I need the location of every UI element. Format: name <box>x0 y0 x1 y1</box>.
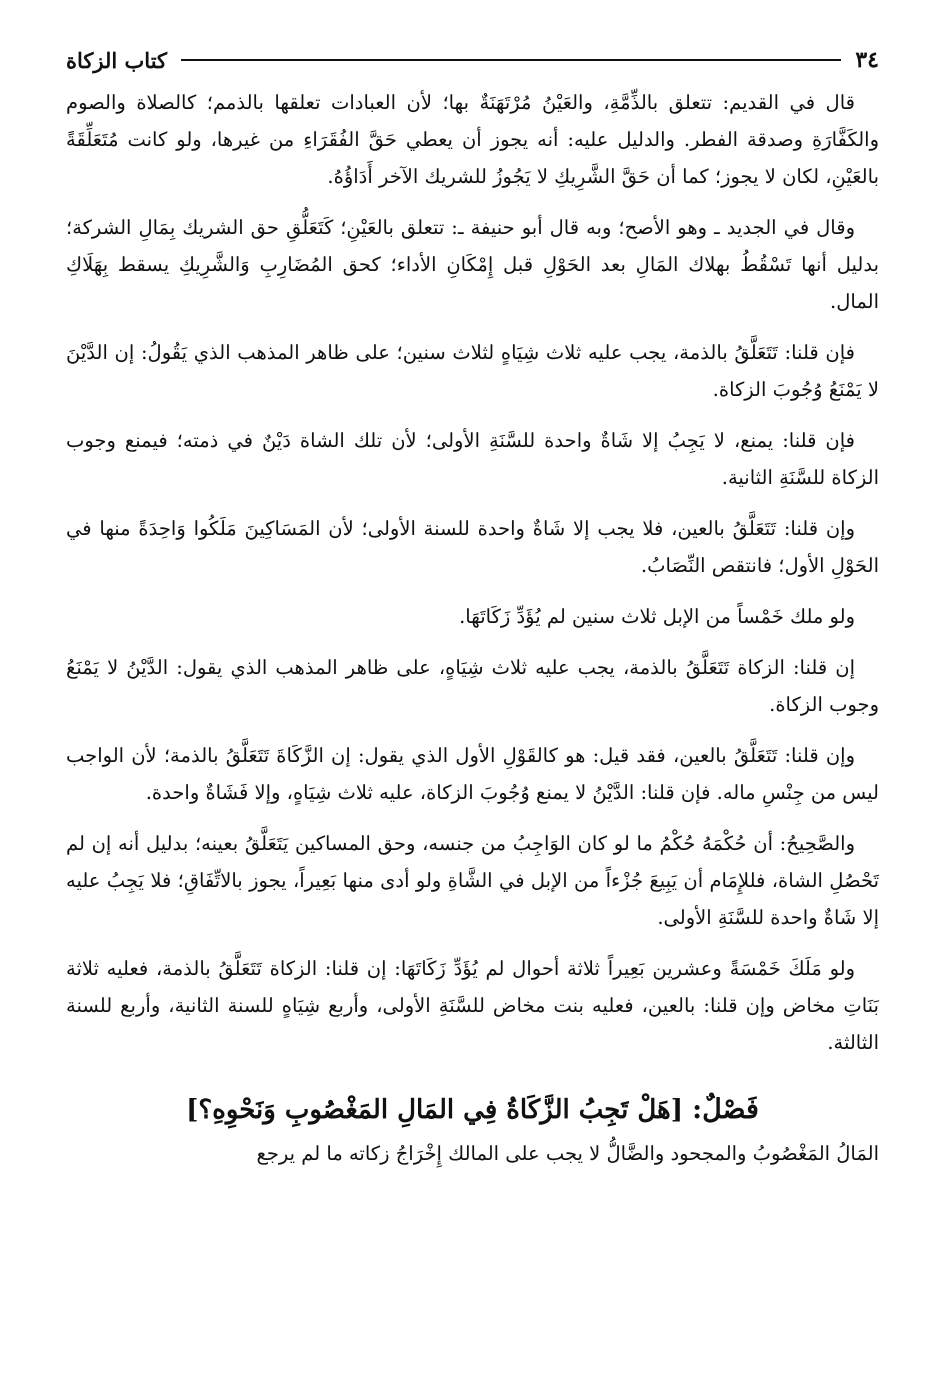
paragraph: ولو ملك خَمْساً من الإبل ثلاث سنين لم يُؤَدِّ زَكَاتَهَا. <box>459 605 855 628</box>
paragraph: قال في القديم: تتعلق بالذِّمَّةِ، والعَيْنُ مُرْتَهَنَةٌ بها؛ لأن العبادات تعلقها بالذمم؛ كالصلاة والصوم والكَفَّارَةِ وصدقة الفطر. والدليل عليه: أنه يجوز أن يعطي حَقَّ الفُقَرَاءِ من غيرها، ولو كانت مُتَعَلِّقَةً بالعَيْنِ، لكان لا يجوز؛ كما أن حَقَّ الشَّرِيكِ لا يَجُوزُ للشريك الآخر أَدَاؤُهُ. <box>66 91 879 188</box>
paragraph: وقال في الجديد ـ وهو الأصح؛ وبه قال أبو حنيفة ـ: تتعلق بالعَيْنِ؛ كَتَعَلُّقِ حق الشريك بِمَالِ الشركة؛ بدليل أنها تَسْقُطُ بهلاك المَالِ بعد الحَوْلِ قبل إِمْكَانِ الأداء؛ كحق المُضَارِبِ وَالشَّرِيكِ يسقط بِهَلَاكِ المال. <box>66 216 879 313</box>
paragraph: إن قلنا: الزكاة تَتَعَلَّقُ بالذمة، يجب عليه ثلاث شِيَاهٍ، على ظاهر المذهب الذي يقول: الدَّيْنُ لا يَمْنَعُ وجوب الزكاة. <box>66 656 879 716</box>
running-header <box>66 40 879 80</box>
paragraph-continuation: المَالُ المَغْصُوبُ والمجحود والضَّالُّ لا يجب على المالك إِخْرَاجُ زكاته ما لم يرجع <box>256 1142 879 1165</box>
paragraph: وإن قلنا: تَتَعَلَّقُ بالعين، فلا يجب إلا شَاةٌ واحدة للسنة الأولى؛ لأن المَسَاكِينَ مَلَكُوا وَاحِدَةً منها في الحَوْلِ الأول؛ فانتقص النِّصَابُ. <box>66 517 879 577</box>
paragraph: ولو مَلَكَ خَمْسَةً وعشرين بَعِيراً ثلاثة أحوال لم يُؤَدِّ زَكَاتَهَا: إن قلنا: الزكاة تَتَعَلَّقُ بالذمة، فعليه ثلاثة بَنَاتِ مخاض وإن قلنا: بالعين، فعليه بنت مخاض للسَّنَةِ الأولى، وأربع شِيَاهٍ للسنة الثانية، وأربع للسنة الثالثة. <box>66 957 879 1054</box>
header-rule <box>181 59 841 61</box>
paragraph: وإن قلنا: تَتَعَلَّقُ بالعين، فقد قيل: هو كالقَوْلِ الأول الذي يقول: إن الزَّكَاةَ تَتَعَلَّقُ بالذمة؛ لأن الواجب ليس من جِنْسِ ماله. فإن قلنا: الدَّيْنُ لا يمنع وُجُوبَ الزكاة، عليه ثلاث شِيَاهٍ، وإلا فَشَاةٌ واحدة. <box>66 744 879 804</box>
paragraph: والصَّحِيحُ: أن حُكْمَهُ حُكْمُ ما لو كان الوَاجِبُ من جنسه، وحق المساكين يَتَعَلَّقُ بعينه؛ بدليل أنه إن لم تَحْصُلِ الشاة، فللإِمَام أن يَبِيعَ جُزْءاً من الإبل في الشَّاةِ ولو أدى منها بَعِيراً، يجوز بالاتِّفَاقِ؛ فلا يَجِبُ عليه إلا شَاةٌ واحدة للسَّنَةِ الأولى. <box>66 832 879 929</box>
page-number: ٣٤ <box>855 47 879 73</box>
paragraph: فإن قلنا: يمنع، لا يَجِبُ إلا شَاةٌ واحدة للسَّنَةِ الأولى؛ لأن تلك الشاة دَيْنٌ في ذمته؛ فيمنع وجوب الزكاة للسَّنَةِ الثانية. <box>66 429 879 489</box>
main-text <box>66 84 879 1172</box>
book-title: كتاب الزكاة <box>66 47 168 73</box>
paragraph: فإن قلنا: تَتَعَلَّقُ بالذمة، يجب عليه ثلاث شِيَاهٍ لثلاث سنين؛ على ظاهر المذهب الذي يَقُولُ: إن الدَّيْنَ لا يَمْنَعُ وُجُوبَ الزكاة. <box>66 341 879 401</box>
section-label: فَصْلٌ: <box>692 1094 759 1125</box>
section-heading <box>66 1089 879 1131</box>
section-title: [هَلْ تَجِبُ الزَّكَاةُ فِي المَالِ المَغْصُوبِ وَنَحْوِهِ؟] <box>186 1095 684 1125</box>
